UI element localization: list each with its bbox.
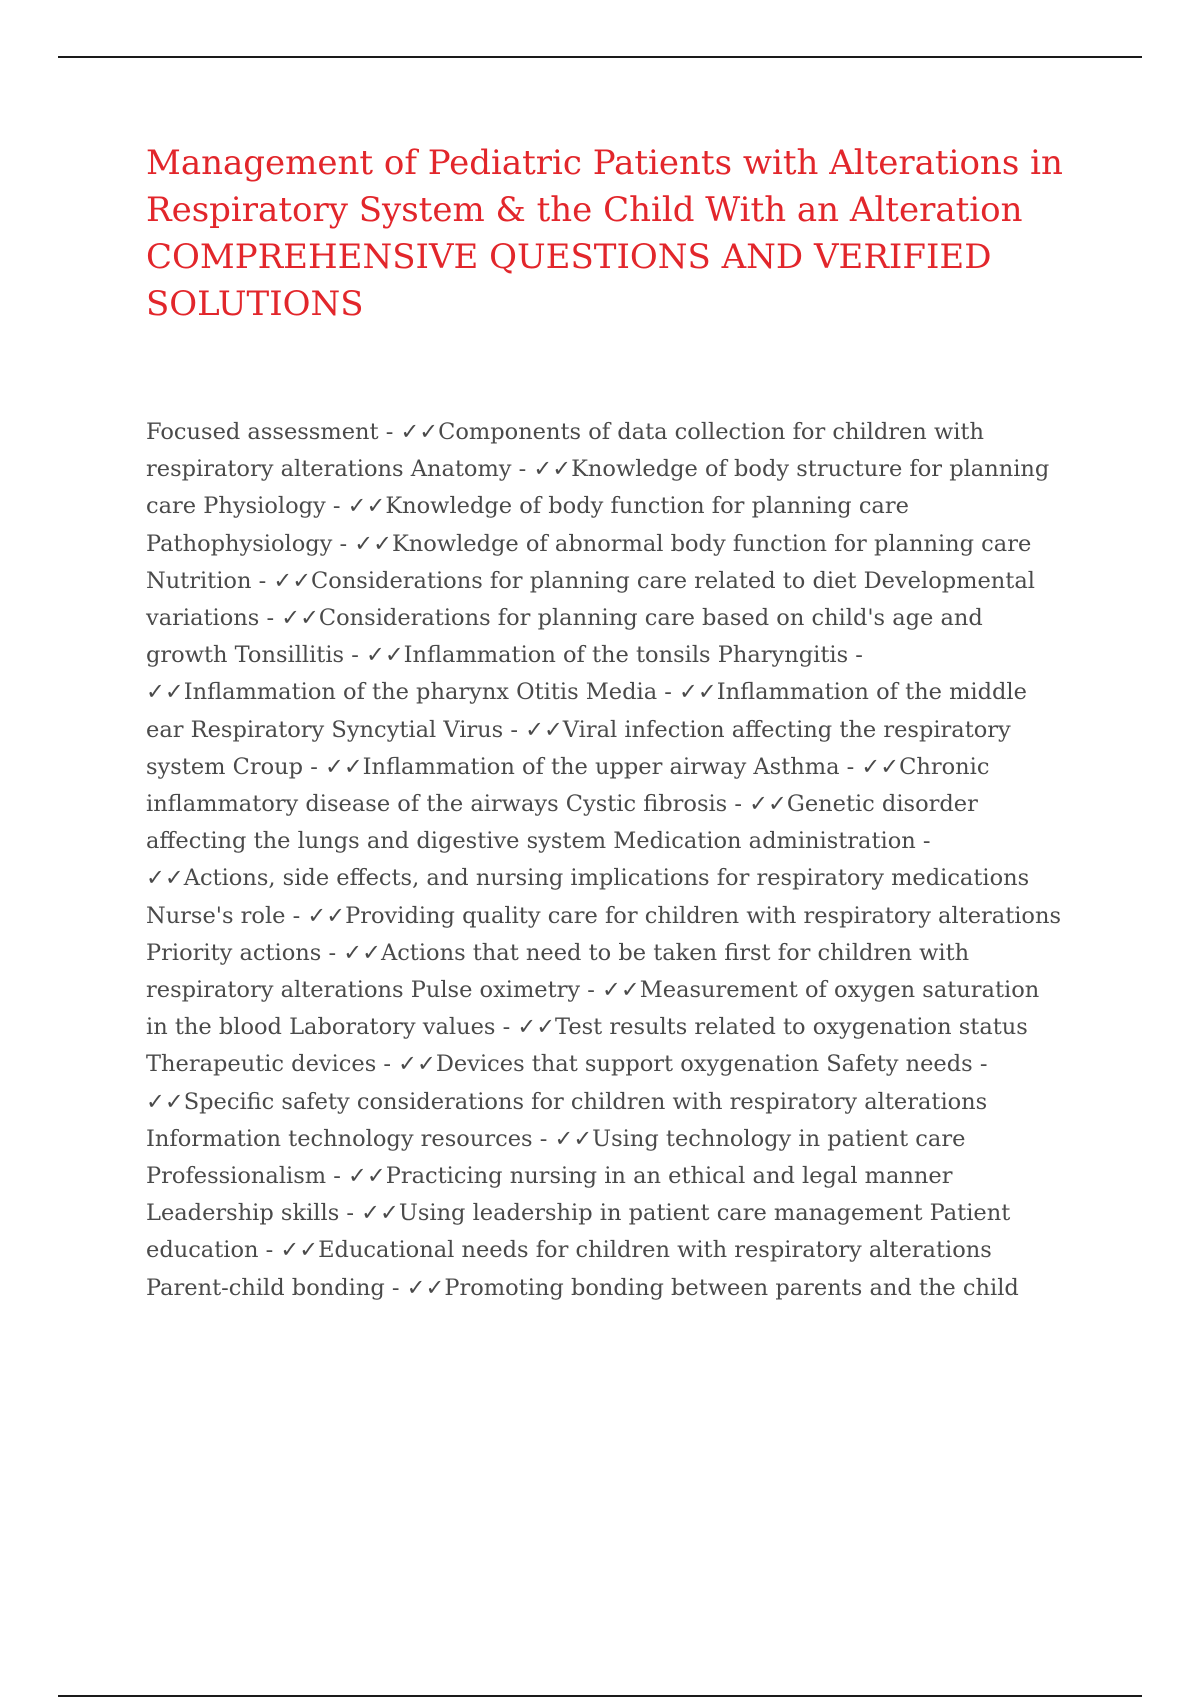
body-line: education - ✓✓Educational needs for children with respiratory alterations bbox=[146, 1237, 992, 1264]
title-line: Respiratory System & the Child With an Alteration bbox=[146, 190, 1023, 230]
body-line: Priority actions - ✓✓Actions that need to be taken first for children with bbox=[146, 939, 970, 966]
body-paragraph bbox=[146, 414, 1106, 1307]
document-title bbox=[146, 140, 1106, 328]
body-line: ✓✓Specific safety considerations for children with respiratory alterations bbox=[146, 1088, 988, 1115]
body-line: ear Respiratory Syncytial Virus - ✓✓Viral infection affecting the respiratory bbox=[146, 716, 1011, 743]
body-line: affecting the lungs and digestive system Medication administration - bbox=[146, 828, 931, 855]
body-line: Nutrition - ✓✓Considerations for planning care related to diet Developmental bbox=[146, 567, 1035, 594]
body-line: Professionalism - ✓✓Practicing nursing in an ethical and legal manner bbox=[146, 1163, 953, 1190]
body-line: respiratory alterations Pulse oximetry - ✓✓Measurement of oxygen saturation bbox=[146, 977, 1040, 1004]
body-line: respiratory alterations Anatomy - ✓✓Knowledge of body structure for planning bbox=[146, 456, 1050, 483]
body-line: ✓✓Inflammation of the pharynx Otitis Media - ✓✓Inflammation of the middle bbox=[146, 679, 1027, 706]
body-line: growth Tonsillitis - ✓✓Inflammation of the tonsils Pharyngitis - bbox=[146, 642, 863, 669]
body-line: Nurse's role - ✓✓Providing quality care for children with respiratory alterations bbox=[146, 902, 1062, 929]
bottom-rule bbox=[58, 1695, 1142, 1697]
title-line: SOLUTIONS bbox=[146, 284, 364, 324]
body-line: Leadership skills - ✓✓Using leadership in patient care management Patient bbox=[146, 1200, 1011, 1227]
title-line: Management of Pediatric Patients with Alterations in bbox=[146, 143, 1063, 183]
body-line: Focused assessment - ✓✓Components of data collection for children with bbox=[146, 419, 984, 445]
body-line: Parent-child bonding - ✓✓Promoting bonding between parents and the child bbox=[146, 1274, 1019, 1301]
body-line: Information technology resources - ✓✓Using technology in patient care bbox=[146, 1125, 966, 1152]
body-line: system Croup - ✓✓Inflammation of the upper airway Asthma - ✓✓Chronic bbox=[146, 753, 990, 780]
title-line: COMPREHENSIVE QUESTIONS AND VERIFIED bbox=[146, 237, 992, 277]
top-rule bbox=[58, 56, 1142, 58]
body-line: Therapeutic devices - ✓✓Devices that support oxygenation Safety needs - bbox=[146, 1051, 988, 1078]
body-line: inflammatory disease of the airways Cystic fibrosis - ✓✓Genetic disorder bbox=[146, 791, 978, 818]
body-line: variations - ✓✓Considerations for planning care based on child's age and bbox=[146, 605, 983, 632]
body-line: ✓✓Actions, side effects, and nursing implications for respiratory medications bbox=[146, 865, 1030, 892]
body-line: in the blood Laboratory values - ✓✓Test results related to oxygenation status bbox=[146, 1014, 1028, 1041]
body-line: Pathophysiology - ✓✓Knowledge of abnormal body function for planning care bbox=[146, 530, 1032, 557]
body-line: care Physiology - ✓✓Knowledge of body function for planning care bbox=[146, 493, 909, 520]
